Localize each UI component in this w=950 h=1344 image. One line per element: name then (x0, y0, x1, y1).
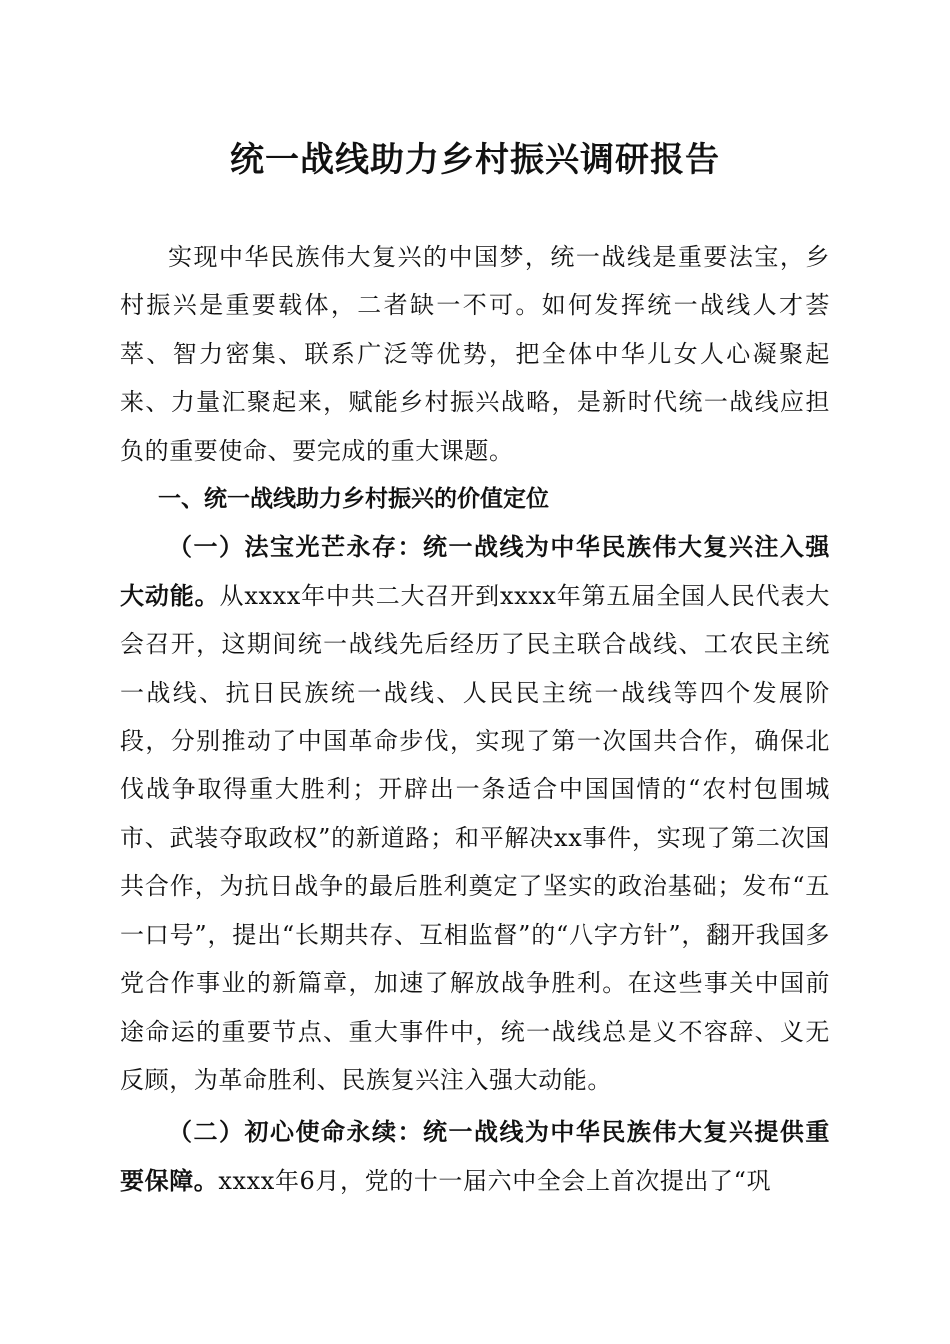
intro-paragraph: 实现中华民族伟大复兴的中国梦，统一战线是重要法宝，乡村振兴是重要载体，二者缺一不可。如何发挥统一战线人才荟萃、智力密集、联系广泛等优势，把全体中华儿女人心凝聚起来、力量汇聚起来，赋能乡村振兴战略，是新时代统一战线应担负的重要使命、要完成的重大课题。 (120, 243, 830, 465)
document-body (120, 233, 830, 1205)
subsection-heading-2: （二）初心使命永续：统一战线为中华民族伟大复兴提供重要保障。 (120, 1118, 830, 1195)
section-heading-1: 一、统一战线助力乡村振兴的价值定位 (158, 486, 549, 513)
subsection-2-paragraph (120, 1108, 830, 1205)
subsection-2-text: xxxx年6月，党的十一届六中全会上首次提出了“巩 (218, 1166, 772, 1195)
subsection-1-paragraph (120, 523, 830, 1104)
subsection-heading-1: （一）法宝光芒永存：统一战线为中华民族伟大复兴注入强大动能。 (120, 533, 830, 610)
document-title: 统一战线助力乡村振兴调研报告 (230, 140, 720, 180)
subsection-1-text: 从xxxx年中共二大召开到xxxx年第五届全国人民代表大会召开，这期间统一战线先后经历了民主联合战线、工农民主统一战线、抗日民族统一战线、人民民主统一战线等四个发展阶段，分别推动了中国革命步伐，实现了第一次国共合作，确保北伐战争取得重大胜利；开辟出一条适合中国国情的“农村包围城市、武装夺取政权”的新道路；和平解决xx事件，实现了第二次国共合作，为抗日战争的最后胜利奠定了坚实的政治基础；发布“五一口号”，提出“长期共存、互相监督”的“八字方针”，翻开我国多党合作事业的新篇章，加速了解放战争胜利。在这些事关中国前途命运的重要节点、重大事件中，统一战线总是义不容辞、义无反顾，为革命胜利、民族复兴注入强大动能。 (120, 581, 830, 1094)
